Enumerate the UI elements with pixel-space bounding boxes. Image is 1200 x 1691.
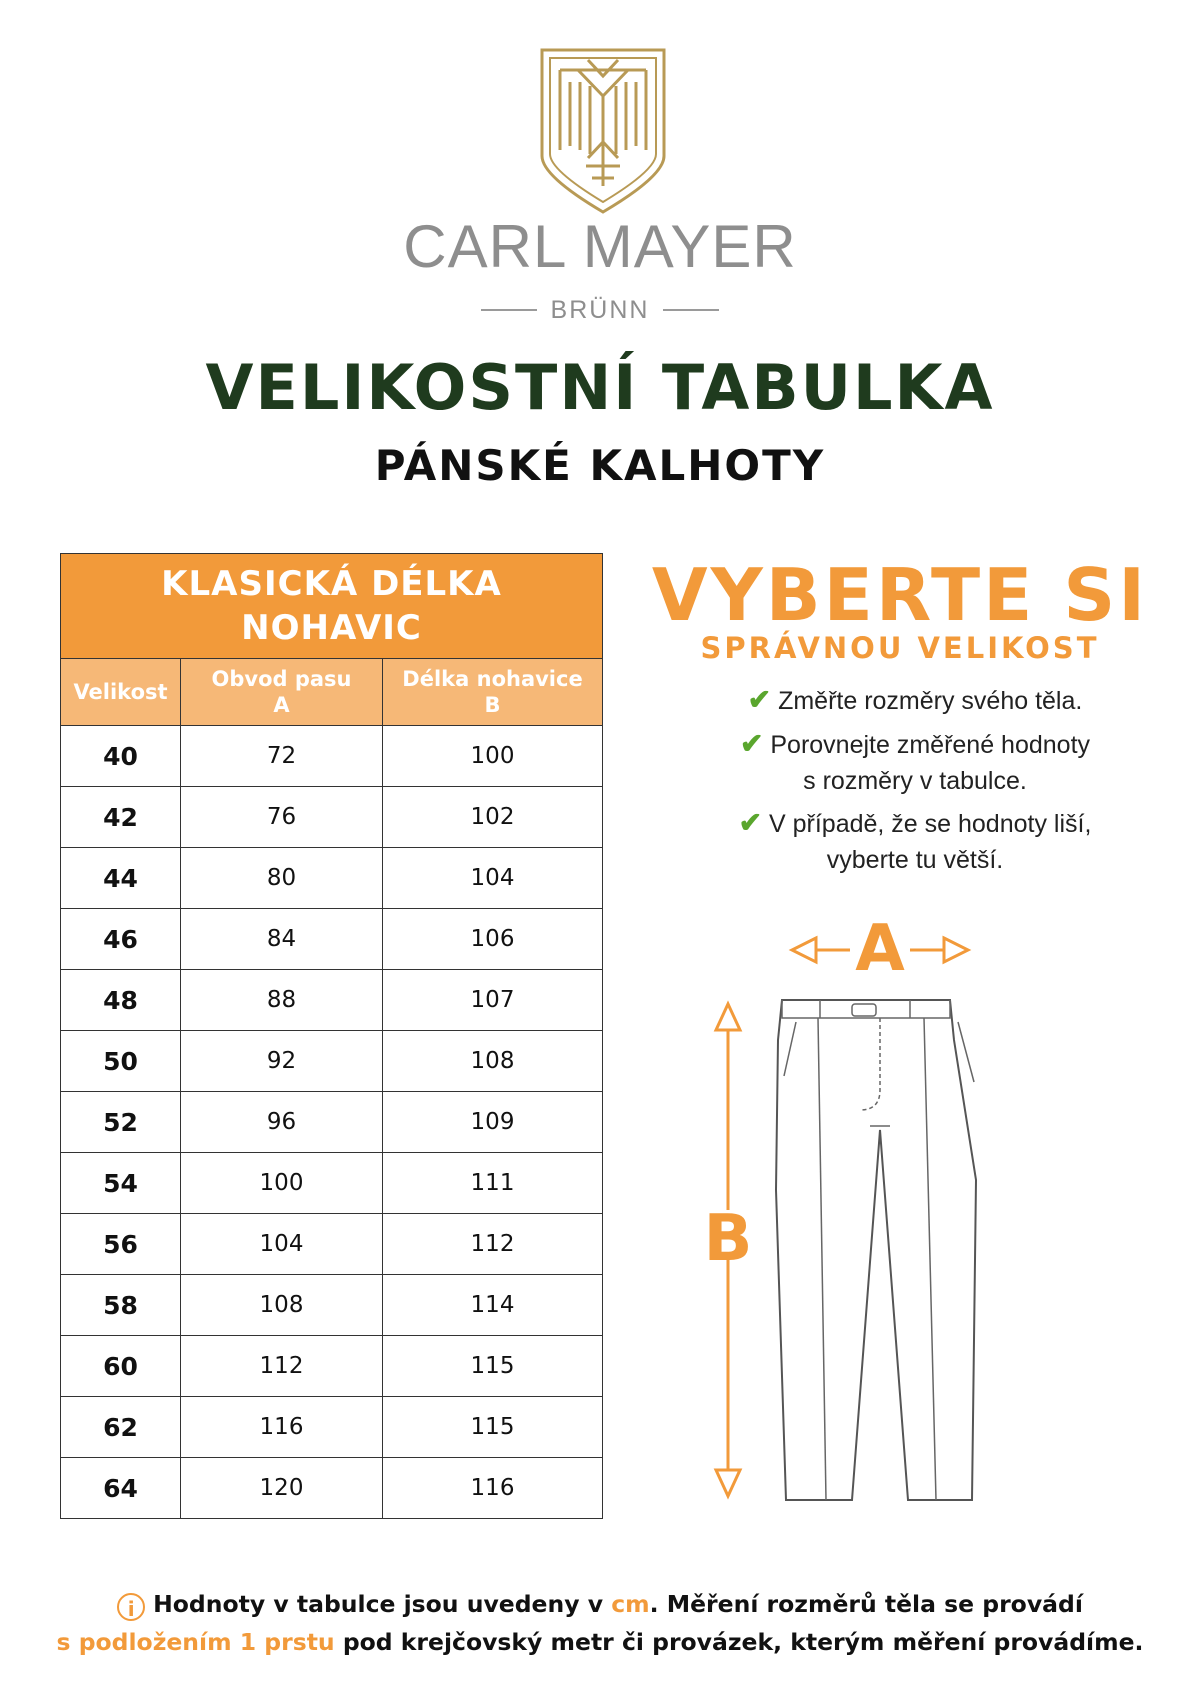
footer-note [40,1585,1160,1661]
length-cell: 116 [383,1458,603,1519]
size-table [60,553,603,1519]
length-cell: 115 [383,1336,603,1397]
brand-sub: BRÜNN [550,295,650,324]
waist-cell: 116 [181,1397,383,1458]
table-row [61,1214,603,1275]
waist-cell: 80 [181,848,383,909]
size-cell: 60 [61,1336,181,1397]
table-title-line2: NOHAVIC [241,608,422,648]
length-cell: 107 [383,970,603,1031]
select-subtitle: SPRÁVNOU VELIKOST [700,631,1100,665]
size-cell: 40 [61,726,181,787]
column-header-length-label: Délka nohavice [402,667,583,691]
table-row [61,1153,603,1214]
waist-cell: 96 [181,1092,383,1153]
size-cell: 44 [61,848,181,909]
length-cell: 112 [383,1214,603,1275]
size-cell: 48 [61,970,181,1031]
length-cell: 109 [383,1092,603,1153]
size-cell: 58 [61,1275,181,1336]
divider [663,309,719,311]
size-cell: 56 [61,1214,181,1275]
waist-cell: 120 [181,1458,383,1519]
table-row [61,726,603,787]
waist-cell: 92 [181,1031,383,1092]
waist-cell: 76 [181,787,383,848]
size-cell: 54 [61,1153,181,1214]
size-cell: 62 [61,1397,181,1458]
waist-cell: 104 [181,1214,383,1275]
crest-logo-icon [538,46,668,216]
step-3 [690,805,1140,878]
step-2-text-line2: s rozměry v tabulce. [803,767,1027,795]
divider [481,309,537,311]
column-header-length [383,659,603,726]
table-row [61,848,603,909]
info-icon: i [117,1593,145,1621]
step-1 [690,682,1140,719]
size-cell: 52 [61,1092,181,1153]
step-3-text-line1: V případě, že se hodnoty liší, [769,810,1092,838]
select-title: VYBERTE SI [651,553,1149,637]
waist-cell: 84 [181,909,383,970]
length-cell: 104 [383,848,603,909]
waist-cell: 112 [181,1336,383,1397]
table-row [61,1092,603,1153]
table-row [61,1397,603,1458]
check-icon: ✔ [747,684,772,715]
footer-unit: cm [611,1590,650,1618]
waist-cell: 108 [181,1275,383,1336]
brand-name: CARL MAYER [403,213,797,280]
page-subtitle: PÁNSKÉ KALHOTY [374,441,826,490]
waist-cell: 72 [181,726,383,787]
footer-part3: pod krejčovský metr či provázek, kterým měření provádíme. [334,1628,1144,1656]
step-2-text-line1: Porovnejte změřené hodnoty [770,731,1091,759]
column-header-size-label: Velikost [73,680,168,704]
label-b: B [703,1202,753,1276]
step-1-text: Změřte rozměry svého těla. [778,687,1083,715]
waist-cell: 88 [181,970,383,1031]
trousers-diagram [703,900,1080,1550]
check-icon: ✔ [738,807,763,838]
column-header-length-key: B [484,693,501,717]
length-cell: 108 [383,1031,603,1092]
waist-cell: 100 [181,1153,383,1214]
footer-highlight: s podložením 1 prstu [56,1628,335,1656]
length-cell: 115 [383,1397,603,1458]
step-3-text-line2: vyberte tu větší. [826,846,1004,874]
column-header-size [61,659,181,726]
footer-part2: . Měření rozměrů těla se provádí [649,1590,1083,1618]
length-cell: 100 [383,726,603,787]
page-title: VELIKOSTNÍ TABULKA [205,351,995,424]
table-row [61,1275,603,1336]
table-row [61,970,603,1031]
length-cell: 106 [383,909,603,970]
table-body [61,726,603,1519]
size-cell: 42 [61,787,181,848]
size-cell: 64 [61,1458,181,1519]
length-cell: 102 [383,787,603,848]
length-cell: 114 [383,1275,603,1336]
column-header-waist-key: A [273,693,290,717]
table-title [61,554,603,659]
table-row [61,1458,603,1519]
table-row [61,1031,603,1092]
brand-sub-row [300,295,900,325]
footer-part1: Hodnoty v tabulce jsou uvedeny v [153,1590,612,1618]
column-header-waist [181,659,383,726]
step-2 [690,726,1140,799]
size-cell: 50 [61,1031,181,1092]
column-header-waist-label: Obvod pasu [211,667,352,691]
table-row [61,909,603,970]
table-title-line1: KLASICKÁ DÉLKA [161,564,502,604]
label-a: A [855,912,905,986]
check-icon: ✔ [739,728,764,759]
size-cell: 46 [61,909,181,970]
length-cell: 111 [383,1153,603,1214]
table-row [61,787,603,848]
table-row [61,1336,603,1397]
